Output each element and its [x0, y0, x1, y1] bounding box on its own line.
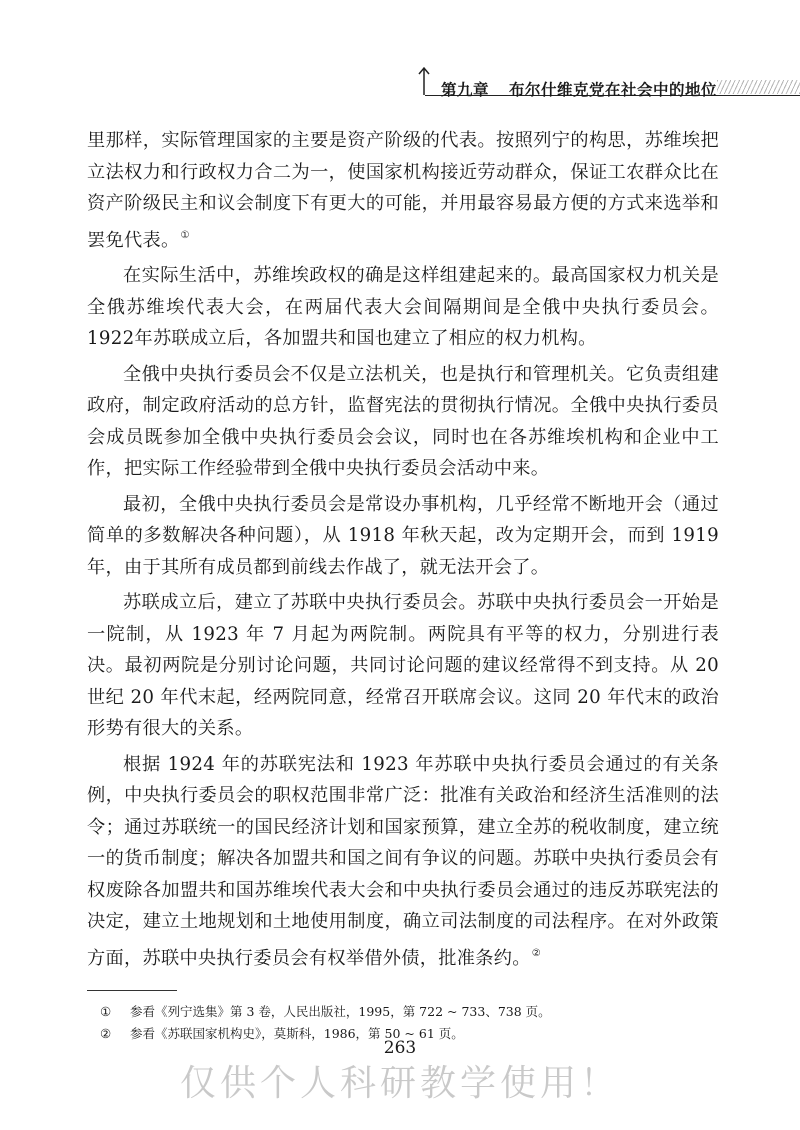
footnote-ref: ② [531, 947, 541, 959]
footnote-rule [87, 990, 177, 991]
paragraph: 苏联成立后，建立了苏联中央执行委员会。苏联中央执行委员会一开始是一院制，从 1923 年 7 月起为两院制。两院具有平等的权力，分别进行表决。最初两院是分别讨论问题，共同讨论问题的建议经常得不到支持。从 20 世纪 20 年代末起，经两院同意，经常召开联席会议。这同 20 年代末的政治形势有很大的关系。 [87, 592, 719, 739]
paragraph: 全俄中央执行委员会不仅是立法机关，也是执行和管理机关。它负责组建政府，制定政府活动的总方针，监督宪法的贯彻执行情况。全俄中央执行委员会成员既参加全俄中央执行委员会会议，同时也在各苏维埃机构和企业中工作，把实际工作经验带到全俄中央执行委员会活动中来。 [87, 363, 719, 479]
footnote-mark: ② [100, 1026, 112, 1041]
footnote-mark: ① [100, 1004, 112, 1019]
footnote-text: 参看《苏联国家机构史》，莫斯科，1986，第 50 ~ 61 页。 [130, 1026, 464, 1041]
body-text [87, 125, 719, 974]
paragraph-text: 根据 1924 年的苏联宪法和 1923 年苏联中央执行委员会通过的有关条例，中央执行委员会的职权范围非常广泛：批准有关政治和经济生活准则的法令；通过苏联统一的国民经济计划和国家预算，建立全苏的税收制度，建立统一的货币制度；解决各加盟共和国之间有争议的问题。苏联中央执行委员会有权废除各加盟共和国苏维埃代表大会和中央执行委员会通过的违反苏联宪法的决定，建立土地规划和土地使用制度，确立司法制度的司法程序。在对外政策方面，苏联中央执行委员会有权举借外债，批准条约。 [87, 753, 719, 969]
footnote-text: 参看《列宁选集》第 3 卷，人民出版社，1995，第 722 ~ 733、738 页。 [130, 1004, 551, 1019]
chapter-heading [441, 78, 717, 100]
paragraph-text: 里那样，实际管理国家的主要是资产阶级的代表。按照列宁的构思，苏维埃把立法权力和行政权力合二为一，使国家机构接近劳动群众，保证工农群众比在资产阶级民主和议会制度下有更大的可能，并用最容易最方便的方式来选举和罢免代表。 [87, 130, 719, 251]
header-hatch-decoration [717, 80, 800, 94]
paragraph: 最初，全俄中央执行委员会是常设办事机构，几乎经常不断地开会（通过简单的多数解决各种问题），从 1918 年秋天起，改为定期开会，而到 1919 年，由于其所有成员都到前线去作战了，就无法开会了。 [87, 493, 719, 578]
paragraph [87, 125, 719, 256]
watermark: 仅供个人科研教学使用！ [179, 1063, 620, 1104]
page-number: 263 [383, 1038, 417, 1058]
paragraph: 在实际生活中，苏维埃政权的确是这样组建起来的。最高国家权力机关是全俄苏维埃代表大会，在两届代表大会间隔期间是全俄中央执行委员会。1922年苏联成立后，各加盟共和国也建立了相应的权力机构。 [87, 265, 719, 349]
footnote [100, 1001, 720, 1023]
chapter-title: 布尔什维克党在社会中的地位 [509, 81, 718, 99]
footnote-ref: ① [180, 229, 190, 241]
chapter-number: 第九章 [441, 81, 490, 99]
up-arrow-icon [417, 66, 431, 96]
paragraph [87, 749, 719, 975]
running-header [415, 66, 800, 102]
